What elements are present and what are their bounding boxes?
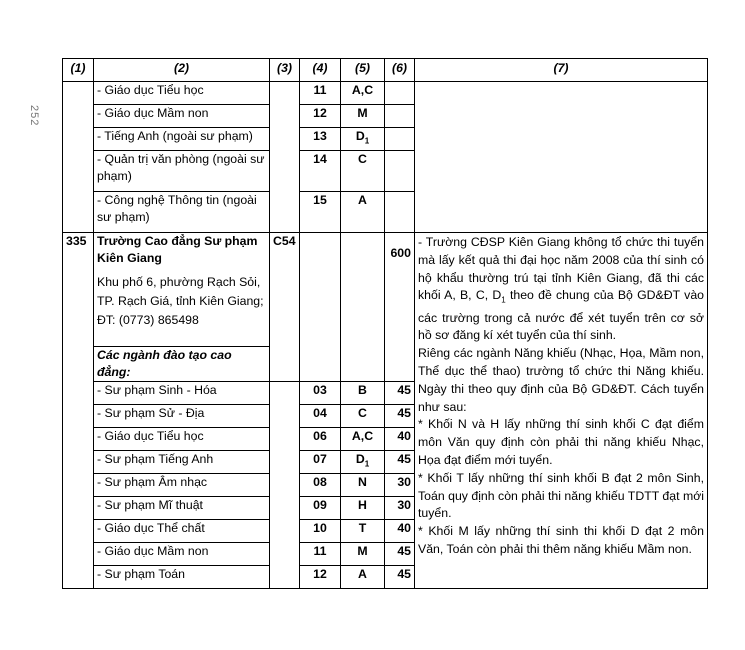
major-code: 08 [300,474,341,497]
quota-cell [385,105,415,128]
exam-group: H [341,497,385,520]
exam-group: N [341,474,385,497]
quota-cell [385,128,415,151]
symbol-cell [270,382,300,589]
school-row [63,233,708,347]
exam-group: C [341,405,385,428]
col-header-2: (2) [94,59,270,82]
header-row [63,59,708,82]
school-notes [415,233,708,589]
major-code: 13 [300,128,341,151]
major-code: 06 [300,428,341,451]
stt-cell [63,82,94,233]
major-name: - Giáo dục Tiểu học [94,82,270,105]
admissions-table [62,58,708,589]
major-code: 04 [300,405,341,428]
school-group-cell [341,233,385,382]
major-quota: 40 [385,520,415,543]
major-quota: 45 [385,451,415,474]
major-name: - Sư phạm Âm nhạc [94,474,270,497]
col-header-4: (4) [300,59,341,82]
col-header-7: (7) [415,59,708,82]
note-paragraph: * Khối N và H lấy những thí sinh khối C đạt điểm môn Văn quy định còn phải thi năng khiếu Nhạc, Họa đạt điểm mới tuyển. [418,417,704,468]
major-quota: 40 [385,428,415,451]
major-name: - Sư phạm Toán [94,566,270,589]
col-header-3: (3) [270,59,300,82]
exam-group: A,C [341,82,385,105]
exam-group: B [341,382,385,405]
exam-group: M [341,105,385,128]
major-quota: 45 [385,405,415,428]
note-paragraph: Riêng các ngành Năng khiếu (Nhạc, Họa, Mầm non, Thể dục thể thao) trường tổ chức thi Năng khiếu. Ngày thi theo quy định của Bộ GD&ĐT. Cách tuyển như sau: [418,346,704,414]
major-name: - Sư phạm Sinh - Hóa [94,382,270,405]
major-code: 10 [300,520,341,543]
exam-group: A [341,192,385,233]
major-code: 03 [300,382,341,405]
school-info [94,233,270,347]
exam-group: A,C [341,428,385,451]
note-paragraph: * Khối M lấy những thí sinh thi khối D đạt 2 môn Văn, Toán còn phải thi thêm năng khiếu Mầm non. [418,524,704,556]
major-name: - Tiếng Anh (ngoài sư phạm) [94,128,270,151]
major-quota: 30 [385,474,415,497]
exam-group: M [341,543,385,566]
major-code: 09 [300,497,341,520]
page-number: 252 [28,105,40,127]
major-code: 15 [300,192,341,233]
major-code: 11 [300,543,341,566]
major-quota: 30 [385,497,415,520]
col-header-6: (6) [385,59,415,82]
school-symbol: C54 [270,233,300,382]
exam-group: A [341,566,385,589]
major-code: 07 [300,451,341,474]
quota-cell [385,151,415,192]
major-name: - Sư phạm Tiếng Anh [94,451,270,474]
major-name: - Công nghệ Thông tin (ngoài sư phạm) [94,192,270,233]
col-header-5: (5) [341,59,385,82]
major-name: - Giáo dục Thể chất [94,520,270,543]
major-name: - Sư phạm Sử - Địa [94,405,270,428]
major-quota: 45 [385,543,415,566]
exam-group: T [341,520,385,543]
major-name: - Giáo dục Tiểu học [94,428,270,451]
major-name: - Giáo dục Mầm non [94,105,270,128]
table-row [63,82,708,105]
school-name: Trường Cao đẳng Sư phạm Kiên Giang [97,234,258,265]
symbol-cell [270,82,300,233]
exam-group: C [341,151,385,192]
major-quota: 45 [385,566,415,589]
school-stt: 335 [63,233,94,589]
major-quota: 45 [385,382,415,405]
major-name: - Sư phạm Mĩ thuật [94,497,270,520]
major-code: 14 [300,151,341,192]
school-address: Khu phố 6, phường Rạch Sỏi, TP. Rạch Giá, tỉnh Kiên Giang; ĐT: (0773) 865498 [97,275,264,327]
exam-group: $D_1$ [341,451,385,474]
major-code: 12 [300,566,341,589]
exam-group: $D_1$ [341,128,385,151]
major-name: - Giáo dục Mầm non [94,543,270,566]
school-code-cell [300,233,341,382]
section-title: Các ngành đào tạo cao đẳng: [94,347,270,382]
note-paragraph: * Khối T lấy những thí sinh khối B đạt 2 môn Sinh, Toán quy định còn phải thi năng khiếu TDTT đạt mới tuyển. [418,470,704,521]
quota-cell [385,192,415,233]
major-code: 11 [300,82,341,105]
major-name: - Quản trị văn phòng (ngoài sư phạm) [94,151,270,192]
note-paragraph: - Trường CĐSP Kiên Giang không tổ chức thi tuyển mà lấy kết quả thi đại học năm 2008 của thí sinh có hộ khẩu thường trú tại tỉnh Kiên Giang, đã thi các khối A, B, C, $D_1$ theo đề chung của Bộ GD&ĐT vào các trường trong cả nước để xét tuyển trên cơ sở hồ sơ đăng kí xét tuyển của thí sinh. [418,235,704,343]
col-header-1: (1) [63,59,94,82]
quota-cell [385,82,415,105]
school-quota: 600 [385,233,415,382]
note-cell [415,82,708,233]
major-code: 12 [300,105,341,128]
